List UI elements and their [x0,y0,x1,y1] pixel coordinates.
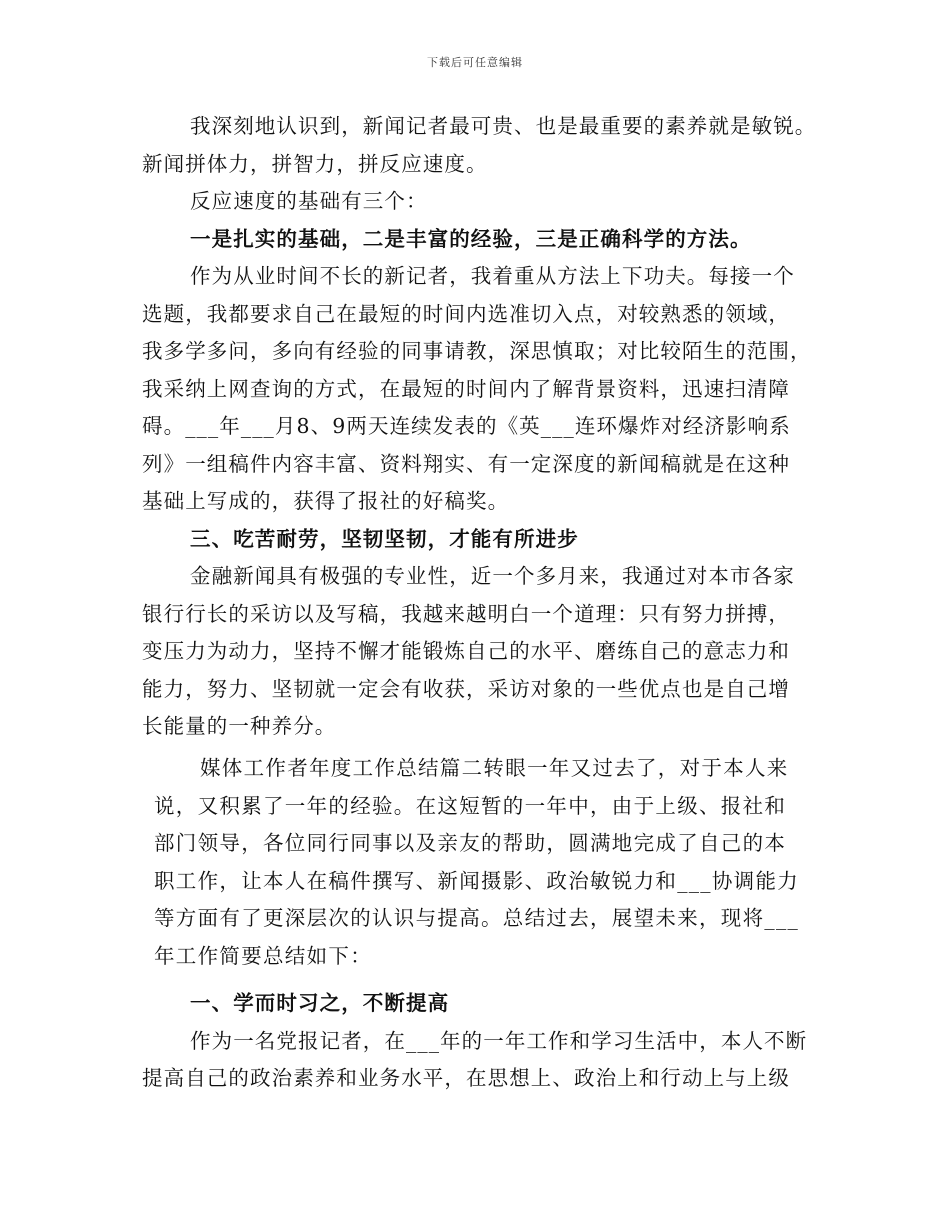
section-three [142,985,812,1098]
paragraph-line: 说，又积累了一年的经验。在这短暂的一年中，由于上级、报社和 [154,793,787,818]
paragraph-line: 等方面有了更深层次的认识与提高。总结过去，展望未来，现将___ [154,906,800,930]
paragraph-line: 提高自己的政治素养和业务水平，在思想上、政治上和行动上与上级 [142,1066,790,1090]
paragraph-line: 部门领导，各位同行同事以及亲友的帮助，圆满地完成了自己的本 [154,831,787,855]
section-two [154,750,814,975]
paragraph-line: 作为从业时间不长的新记者，我着重从方法上下功夫。每接一个 [190,264,795,288]
paragraph-line: 列》一组稿件内容丰富、资料翔实、有一定深度的新闻稿就是在这种 [142,451,790,476]
paragraph-line: 银行行长的采访以及写稿，我越来越明白一个道理：只有努力拼搏， [142,601,790,626]
paragraph-line: 基础上写成的，获得了报社的好稿奖。 [142,489,510,513]
paragraph-line: 我采纳上网查询的方式，在最短的时间内了解背景资料，迅速扫清障 [142,376,790,401]
paragraph-line: 媒体工作者年度工作总结篇二转眼一年又过去了，对于本人来 [200,756,789,780]
paragraph-line: 能力，努力、坚韧就一定会有收获，采访对象的一些优点也是自己增 [142,676,790,701]
paragraph-line: 碍。___年___月8、9两天连续发表的《英___连环爆炸对经济影响系 [142,414,791,438]
paragraph-line: 新闻拼体力，拼智力，拼反应速度。 [142,151,488,176]
paragraph-line: 我多学多问，多向有经验的同事请教，深思慎取；对比较陌生的范围， [142,339,812,363]
page-header: 下载后可任意编辑 [427,56,523,69]
section-heading: 一、学而时习之，不断提高 [190,991,450,1015]
paragraph-line: 金融新闻具有极强的专业性，近一个多月来，我通过对本市各家 [190,564,795,588]
paragraph-line: 长能量的一种养分。 [142,714,337,738]
paragraph-line: 选题，我都要求自己在最短的时间内选准切入点，对较熟悉的领域， [142,301,790,326]
section-heading: 三、吃苦耐劳，坚韧坚韧，才能有所进步 [190,526,579,551]
paragraph-line: 年工作简要总结如下： [154,943,372,968]
paragraph-line: 职工作，让本人在稿件撰写、新闻摄影、政治敏锐力和___协调能力 [154,868,800,893]
section-one [142,108,817,746]
bold-heading-line: 一是扎实的基础，二是丰富的经验，三是正确科学的方法。 [190,226,752,251]
paragraph-line: 作为一名党报记者，在___年的一年工作和学习生活中，本人不断 [190,1028,808,1053]
paragraph-line: 我深刻地认识到，新闻记者最可贵、也是最重要的素养就是敏锐。 [190,114,817,138]
paragraph-line: 变压力为动力，坚持不懈才能锻炼自己的水平、磨练自己的意志力和 [142,639,790,663]
paragraph-line: 反应速度的基础有三个： [190,189,428,213]
